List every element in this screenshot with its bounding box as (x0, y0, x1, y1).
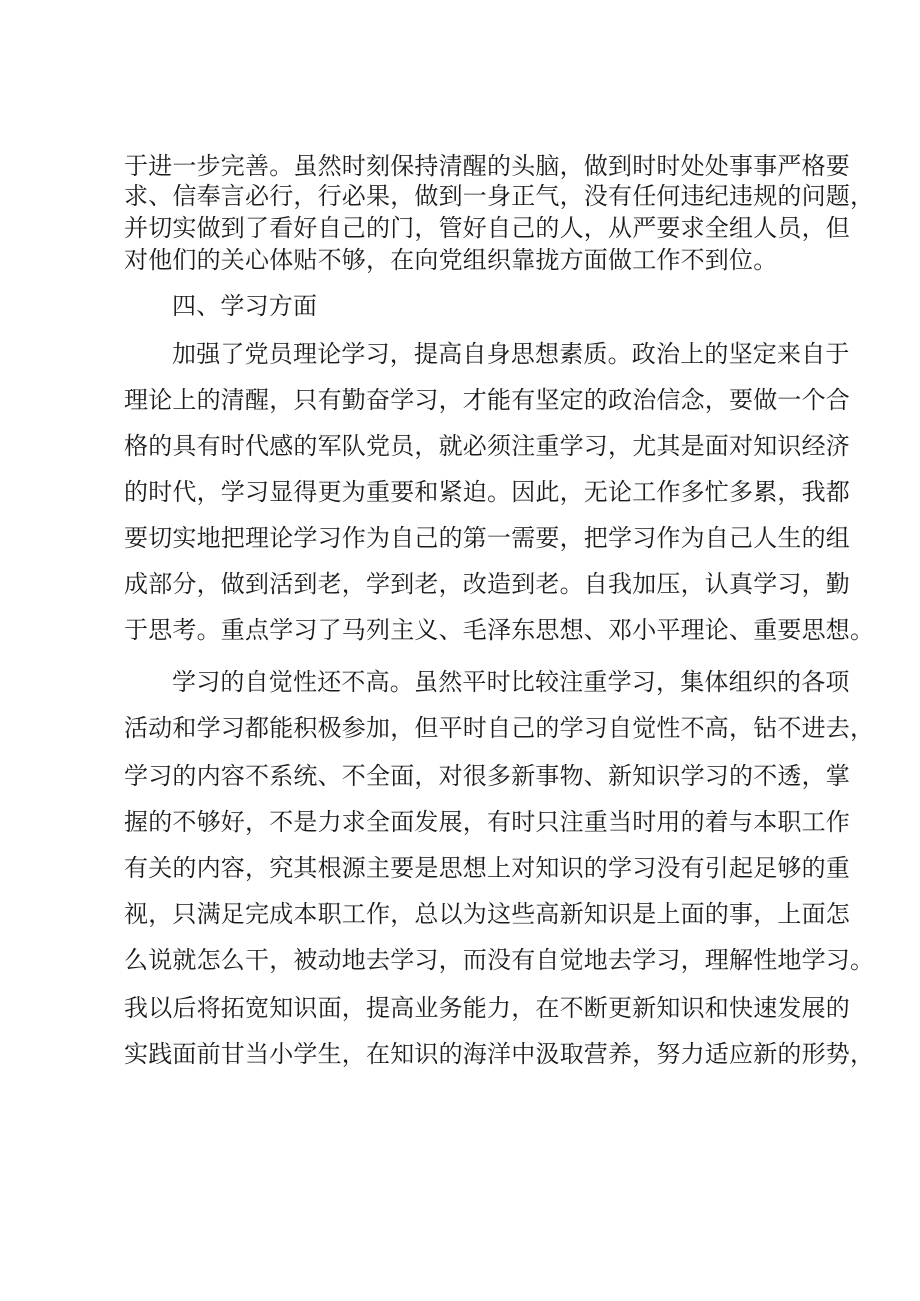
paragraph-line: 我以后将拓宽知识面，提高业务能力，在不断更新知识和快速发展的 (124, 994, 850, 1022)
paragraph-line: 学习的内容不系统、不全面，对很多新事物、新知识学习的不透，掌 (124, 762, 850, 790)
paragraph-line: 于进一步完善。虽然时刻保持清醒的头脑，做到时时处处事事严格要 (124, 152, 850, 180)
paragraph-line: 于思考。重点学习了马列主义、毛泽东思想、邓小平理论、重要思想。 (124, 616, 875, 644)
paragraph-line: 握的不够好，不是力求全面发展，有时只注重当时用的着与本职工作 (124, 808, 850, 836)
paragraph-line: 实践面前甘当小学生，在知识的海洋中汲取营养，努力适应新的形势， (124, 1040, 875, 1068)
paragraph-line: 学习的自觉性还不高。虽然平时比较注重学习，集体组织的各项 (172, 668, 850, 696)
paragraph-line: 要切实地把理论学习作为自己的第一需要，把学习作为自己人生的组 (124, 524, 850, 552)
paragraph-line: 加强了党员理论学习，提高自身思想素质。政治上的坚定来自于 (172, 340, 850, 368)
paragraph-line: 求、信奉言必行，行必果，做到一身正气，没有任何违纪违规的问题， (124, 182, 875, 210)
paragraph-line: 格的具有时代感的军队党员，就必须注重学习，尤其是面对知识经济 (124, 432, 850, 460)
paragraph-line: 成部分，做到活到老，学到老，改造到老。自我加压，认真学习，勤 (124, 570, 850, 598)
paragraph-line: 活动和学习都能积极参加，但平时自己的学习自觉性不高，钻不进去， (124, 714, 875, 742)
paragraph-line: 理论上的清醒，只有勤奋学习，才能有坚定的政治信念，要做一个合 (124, 386, 850, 414)
paragraph-line: 有关的内容，究其根源主要是思想上对知识的学习没有引起足够的重 (124, 854, 850, 882)
paragraph-line: 视，只满足完成本职工作，总以为这些高新知识是上面的事，上面怎 (124, 900, 850, 928)
paragraph-line: 的时代，学习显得更为重要和紧迫。因此，无论工作多忙多累，我都 (124, 478, 850, 506)
paragraph-line: 对他们的关心体贴不够，在向党组织靠拢方面做工作不到位。 (124, 246, 778, 274)
section-heading: 四、学习方面 (172, 292, 318, 320)
paragraph-line: 么说就怎么干，被动地去学习，而没有自觉地去学习，理解性地学习。 (124, 946, 875, 974)
paragraph-line: 并切实做到了看好自己的门，管好自己的人，从严要求全组人员，但 (124, 214, 850, 242)
